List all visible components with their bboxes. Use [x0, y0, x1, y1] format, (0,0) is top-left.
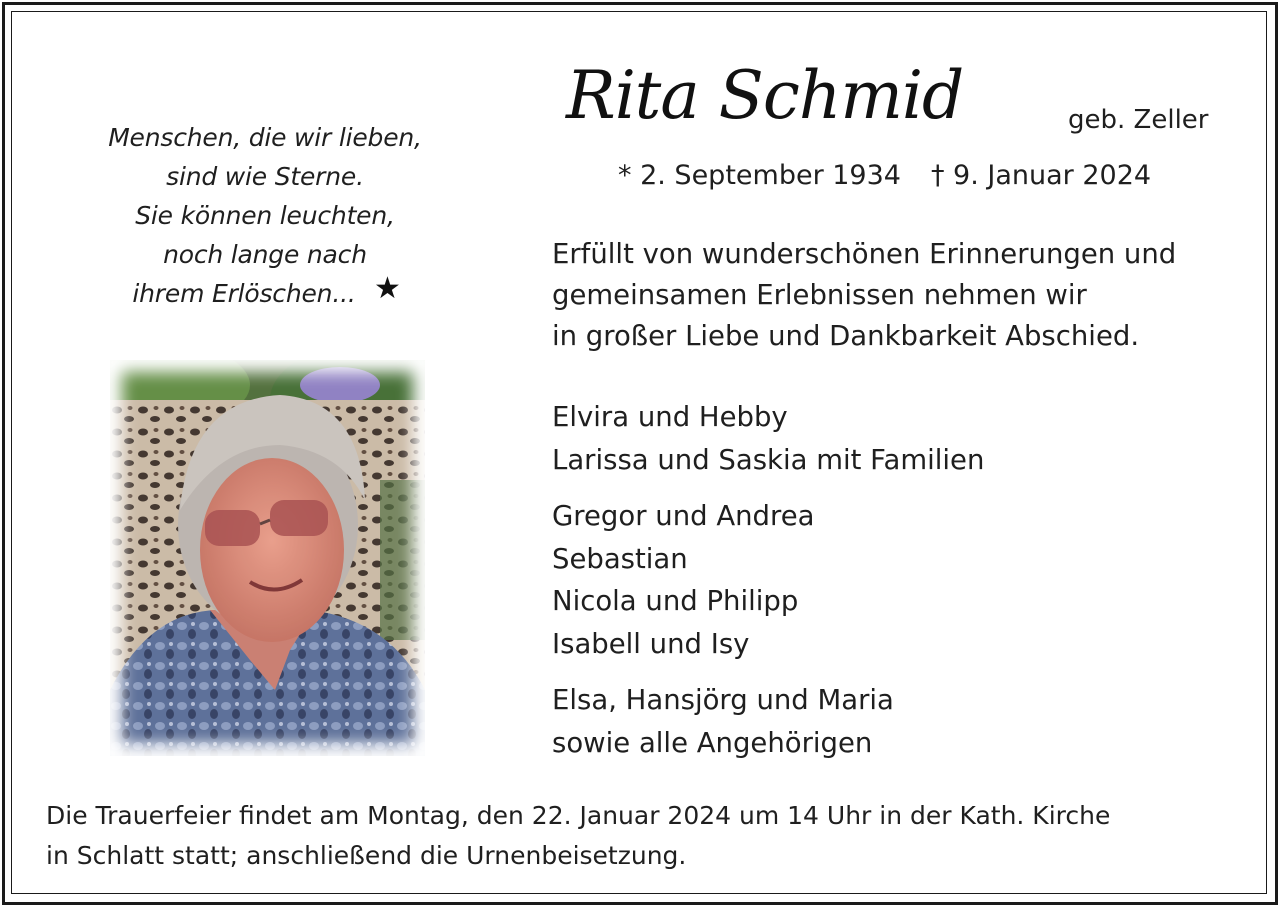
- mourner-line: Sebastian: [552, 542, 688, 575]
- mourner-group: [552, 679, 984, 764]
- mourner-line: Elsa, Hansjörg und Maria: [552, 684, 894, 716]
- poem-line: ihrem Erlöschen...: [132, 279, 356, 308]
- mourner-line: Elvira und Hebby: [552, 401, 788, 433]
- mourners-list: [552, 396, 984, 778]
- mourner-group: [552, 495, 984, 665]
- portrait-image: [110, 360, 425, 756]
- farewell-line: Erfüllt von wunderschönen Erinnerungen und: [552, 238, 1177, 270]
- mourner-group: [552, 396, 984, 481]
- maiden-name: geb. Zeller: [1068, 105, 1209, 135]
- farewell-line: in großer Liebe und Dankbarkeit Abschied.: [552, 320, 1140, 352]
- poem-line: sind wie Sterne.: [166, 162, 364, 191]
- death-date: † 9. Januar 2024: [930, 160, 1152, 191]
- mourner-line: sowie alle Angehörigen: [552, 726, 873, 759]
- mourner-line: Nicola und Philipp: [552, 585, 799, 617]
- poem: [60, 118, 470, 313]
- portrait-photo: [110, 360, 425, 756]
- mourner-line: Gregor und Andrea: [552, 500, 815, 532]
- funeral-info-line: in Schlatt statt; anschließend die Urnenbeisetzung.: [46, 841, 687, 870]
- farewell-text: [552, 234, 1176, 357]
- funeral-info: [46, 796, 1246, 876]
- poem-line: noch lange nach: [163, 240, 367, 269]
- farewell-line: gemeinsamen Erlebnissen nehmen wir: [552, 279, 1087, 311]
- birth-date: * 2. September 1934: [618, 160, 901, 191]
- star-icon: ★: [374, 271, 401, 306]
- mourner-line: Isabell und Isy: [552, 627, 750, 660]
- poem-line: Sie können leuchten,: [135, 201, 395, 230]
- funeral-info-line: Die Trauerfeier findet am Montag, den 22. Januar 2024 um 14 Uhr in der Kath. Kirche: [46, 801, 1111, 830]
- deceased-name: Rita Schmid: [566, 57, 964, 134]
- poem-line: Menschen, die wir lieben,: [108, 123, 422, 152]
- life-dates: [618, 158, 1151, 194]
- mourner-line: Larissa und Saskia mit Familien: [552, 443, 985, 476]
